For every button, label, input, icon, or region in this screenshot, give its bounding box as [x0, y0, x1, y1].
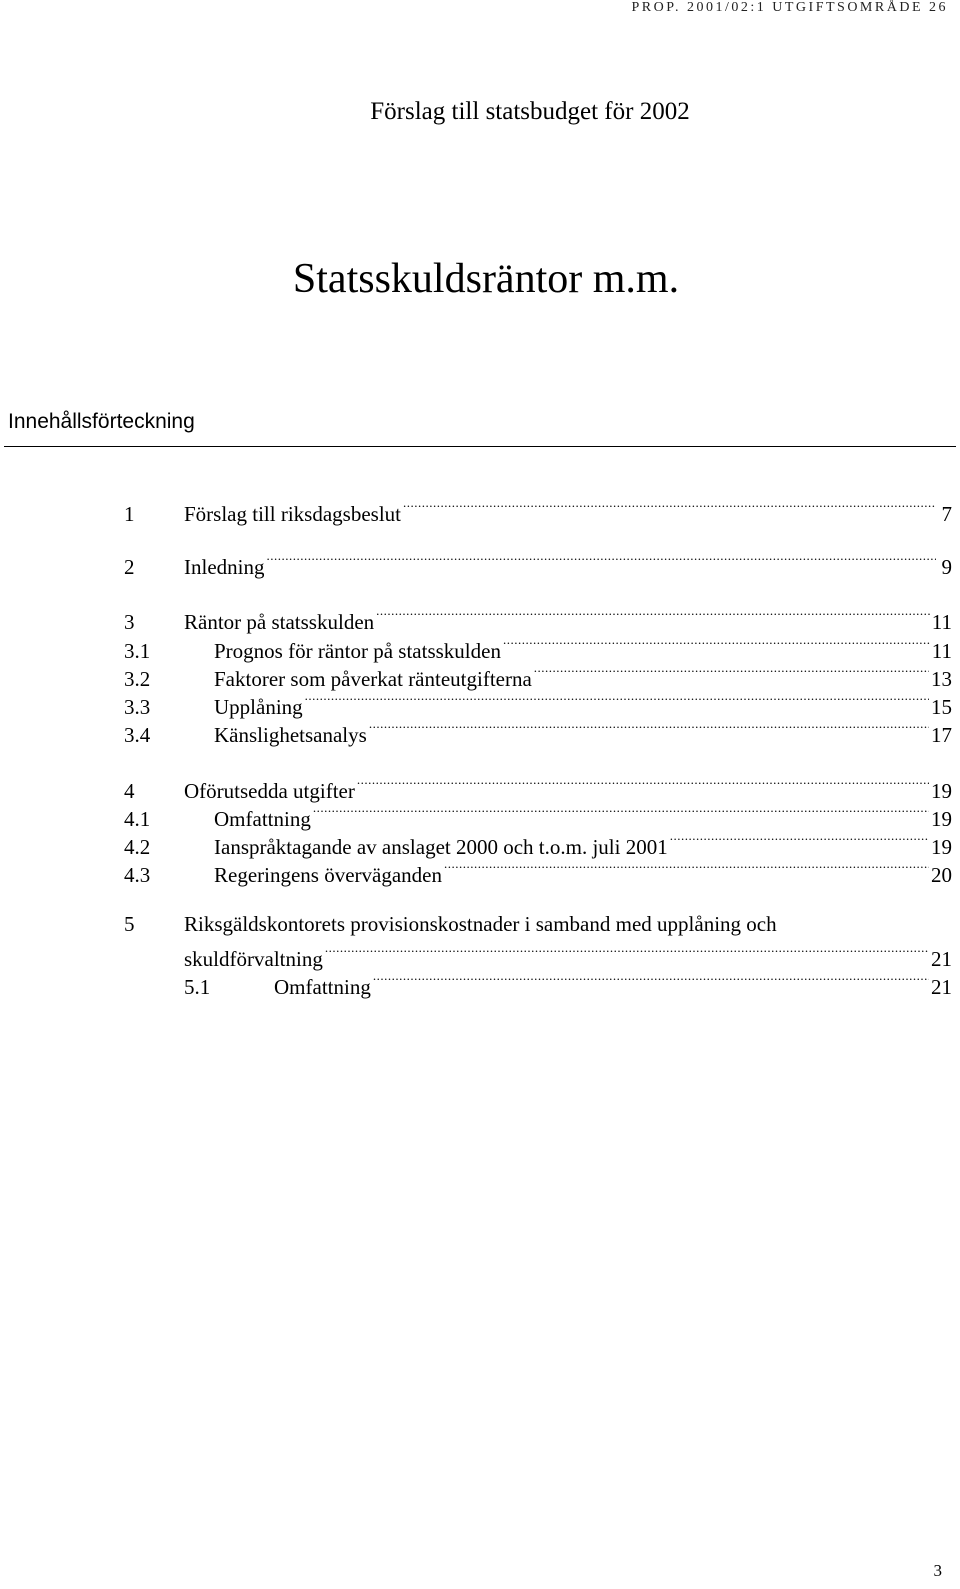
toc-entry-page: 19: [931, 835, 952, 859]
toc-entry[interactable]: [124, 854, 952, 887]
toc-entry-title: Räntor på statsskulden: [184, 610, 375, 634]
toc-entry-title: Faktorer som påverkat ränteutgifterna: [214, 667, 532, 691]
toc-entry-title: Upplåning: [214, 695, 303, 719]
toc-entry-number: 3.2: [124, 667, 151, 691]
document-title: Statsskuldsräntor m.m.: [292, 256, 680, 302]
toc-entry[interactable]: [124, 630, 952, 663]
toc-entry[interactable]: [124, 493, 952, 526]
toc-leader-dots: [670, 826, 929, 854]
toc-entry-title: Oförutsedda utgifter: [184, 779, 355, 803]
toc-entry-title: Omfattning: [274, 975, 371, 999]
toc-leader-dots: [325, 938, 929, 966]
toc-entry-page: 15: [931, 695, 952, 719]
toc-leader-dots: [534, 658, 929, 686]
toc-leader-dots: [373, 966, 929, 994]
toc-entry[interactable]: [124, 714, 952, 747]
toc-entry[interactable]: [124, 770, 952, 803]
toc-entry[interactable]: [124, 546, 952, 579]
toc-entry[interactable]: [124, 601, 952, 634]
toc-entry-number: 3.1: [124, 639, 151, 663]
toc-leader-dots: [376, 601, 930, 629]
toc-entry-title: Riksgäldskontorets provisionskostnader i samband med upplåning och: [184, 912, 777, 936]
toc-entry[interactable]: [184, 966, 952, 999]
toc-entry-page: 20: [931, 863, 952, 887]
toc-entry-page: 7: [941, 502, 952, 526]
toc-entry-number: 5.1: [184, 975, 211, 999]
toc-entry-title: Inledning: [184, 555, 265, 579]
toc-entry-page: 11: [931, 610, 952, 634]
toc-entry-number: 5: [124, 912, 135, 936]
toc-entry-title: Förslag till riksdagsbeslut: [184, 502, 401, 526]
toc-entry-number: 4.3: [124, 863, 151, 887]
toc-leader-dots: [444, 854, 929, 882]
toc-entry-title: Omfattning: [214, 807, 311, 831]
toc-entry-page: 19: [931, 779, 952, 803]
toc-leader-dots: [313, 798, 929, 826]
toc-leader-dots: [305, 686, 929, 714]
toc-entry-page: 19: [931, 807, 952, 831]
toc-entry-title: Ianspråktagande av anslaget 2000 och t.o.m. juli 2001: [214, 835, 668, 859]
toc-leader-dots: [369, 714, 929, 742]
toc-leader-dots: [357, 770, 929, 798]
toc-entry-number: 4: [124, 779, 135, 803]
toc-entry-number: 4.2: [124, 835, 151, 859]
toc-entry-page: 21: [931, 975, 952, 999]
toc-entry-title: skuldförvaltning: [184, 947, 323, 971]
toc-entry[interactable]: [124, 686, 952, 719]
toc-entry[interactable]: [124, 798, 952, 831]
toc-leader-dots: [266, 546, 936, 574]
toc-entry-number: 4.1: [124, 807, 151, 831]
toc-entry-number: 2: [124, 555, 135, 579]
toc-entry-page: 9: [941, 555, 952, 579]
toc-entry[interactable]: [124, 826, 952, 859]
toc-entry-page: 13: [931, 667, 952, 691]
toc-heading: Innehållsförteckning: [8, 410, 195, 433]
toc-entry-title: Regeringens överväganden: [214, 863, 442, 887]
toc-entry-number: 3.3: [124, 695, 151, 719]
toc-entry-page: 17: [931, 723, 952, 747]
page-number: 3: [933, 1561, 942, 1580]
toc-entry-page: 11: [931, 639, 952, 663]
toc-entry-title: Känslighetsanalys: [214, 723, 367, 747]
document-subtitle: Förslag till statsbudget för 2002: [370, 98, 690, 125]
toc-entry[interactable]: [124, 910, 952, 938]
toc-rule: [4, 446, 956, 447]
toc-entry-number: 3.4: [124, 723, 151, 747]
toc-leader-dots: [403, 493, 936, 521]
toc-entry-number: 1: [124, 502, 135, 526]
toc-leader-dots: [503, 630, 930, 658]
toc-entry-number: 3: [124, 610, 135, 634]
toc-entry[interactable]: [124, 658, 952, 691]
toc-entry-page: 21: [931, 947, 952, 971]
running-header: PROP. 2001/02:1 UTGIFTSOMRÅDE 26: [631, 0, 948, 15]
toc-entry-title: Prognos för räntor på statsskulden: [214, 639, 501, 663]
toc-entry-continuation[interactable]: [184, 938, 952, 971]
